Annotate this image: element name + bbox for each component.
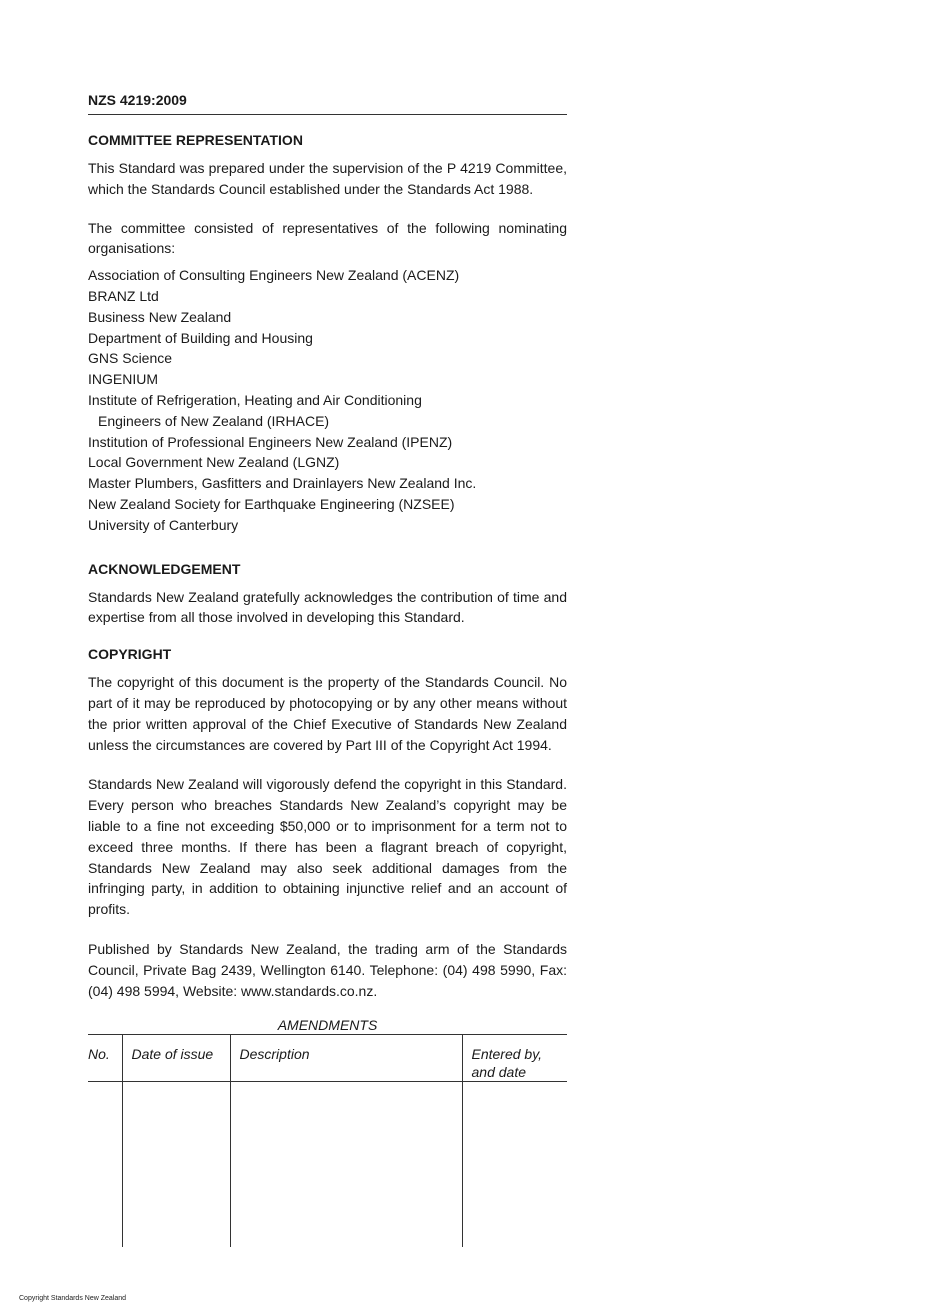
list-item: BRANZ Ltd: [88, 287, 159, 304]
table-cell-date: [122, 1082, 230, 1248]
table-cell-no: [88, 1082, 122, 1248]
list-item: INGENIUM: [88, 371, 158, 388]
list-item: Institute of Refrigeration, Heating and Air Conditioning Engineers of New Zealand (IRHACE): [88, 391, 422, 429]
copyright-paragraph-1: The copyright of this document is the property of the Standards Council. No part of it may be reproduced by photocopying or by any other means without the prior written approval of the Chief Executive of Standards New Zealand unless the circumstances are covered by Part III of the Copyright Act 1994.: [88, 674, 567, 753]
column-header-description: Description: [230, 1035, 462, 1082]
list-item: Institution of Professional Engineers New Zealand (IPENZ): [88, 433, 453, 450]
document-id: NZS 4219:2009: [88, 90, 567, 115]
table-header-row: [88, 1035, 567, 1082]
amendments-section: [88, 1016, 567, 1247]
committee-paragraph-1: This Standard was prepared under the supervision of the P 4219 Committee, which the Standards Council established under the Standards Act 1988.: [88, 160, 567, 197]
amendments-table: [88, 1034, 567, 1247]
list-item: Business New Zealand: [88, 308, 232, 325]
amendments-title: AMENDMENTS: [277, 1017, 378, 1033]
document-page: [88, 90, 567, 1001]
table-row: [88, 1082, 567, 1248]
acknowledgement-heading: ACKNOWLEDGEMENT: [88, 560, 241, 577]
committee-heading: COMMITTEE REPRESENTATION: [88, 132, 303, 148]
publisher-paragraph: Published by Standards New Zealand, the trading arm of the Standards Council, Private Bag 2439, Wellington 6140. Telephone: (04) 498 5990, Fax: (04) 498 5994, Website: www.standards.co.nz.: [88, 940, 567, 999]
list-item: Master Plumbers, Gasfitters and Drainlayers New Zealand Inc.: [88, 475, 477, 492]
list-item: University of Canterbury: [88, 516, 239, 533]
table-cell-description: [230, 1082, 462, 1248]
organisation-list: [88, 265, 567, 535]
column-header-no: No.: [88, 1035, 122, 1082]
table-cell-entered-by: [462, 1082, 567, 1248]
footer-copyright: Copyright Standards New Zealand: [19, 1295, 127, 1302]
copyright-paragraph-2: Standards New Zealand will vigorously defend the copyright in this Standard. Every person who breaches Standards New Zealand’s copyright may be liable to a fine not exceeding $50,000 or to imprisonment for a term not to exceed three months. If there has been a flagrant breach of copyright, Standards New Zealand may also seek additional damages from the infringing party, in addition to obtaining injunctive relief and an account of profits.: [88, 776, 567, 918]
acknowledgement-text: Standards New Zealand gratefully acknowledges the contribution of time and expertise from all those involved in developing this Standard.: [88, 588, 567, 626]
column-header-date-of-issue: Date of issue: [122, 1035, 230, 1082]
list-item: Department of Building and Housing: [88, 329, 313, 346]
list-item: GNS Science: [88, 350, 173, 367]
list-item: Local Government New Zealand (LGNZ): [88, 454, 340, 471]
list-item: New Zealand Society for Earthquake Engineering (NZSEE): [88, 495, 455, 512]
copyright-heading: COPYRIGHT: [88, 646, 172, 663]
committee-paragraph-2: The committee consisted of representatives of the following nominating organisations:: [88, 219, 567, 257]
list-item: Association of Consulting Engineers New Zealand (ACENZ): [88, 267, 460, 284]
column-header-entered-by: Entered by, and date: [462, 1035, 567, 1082]
